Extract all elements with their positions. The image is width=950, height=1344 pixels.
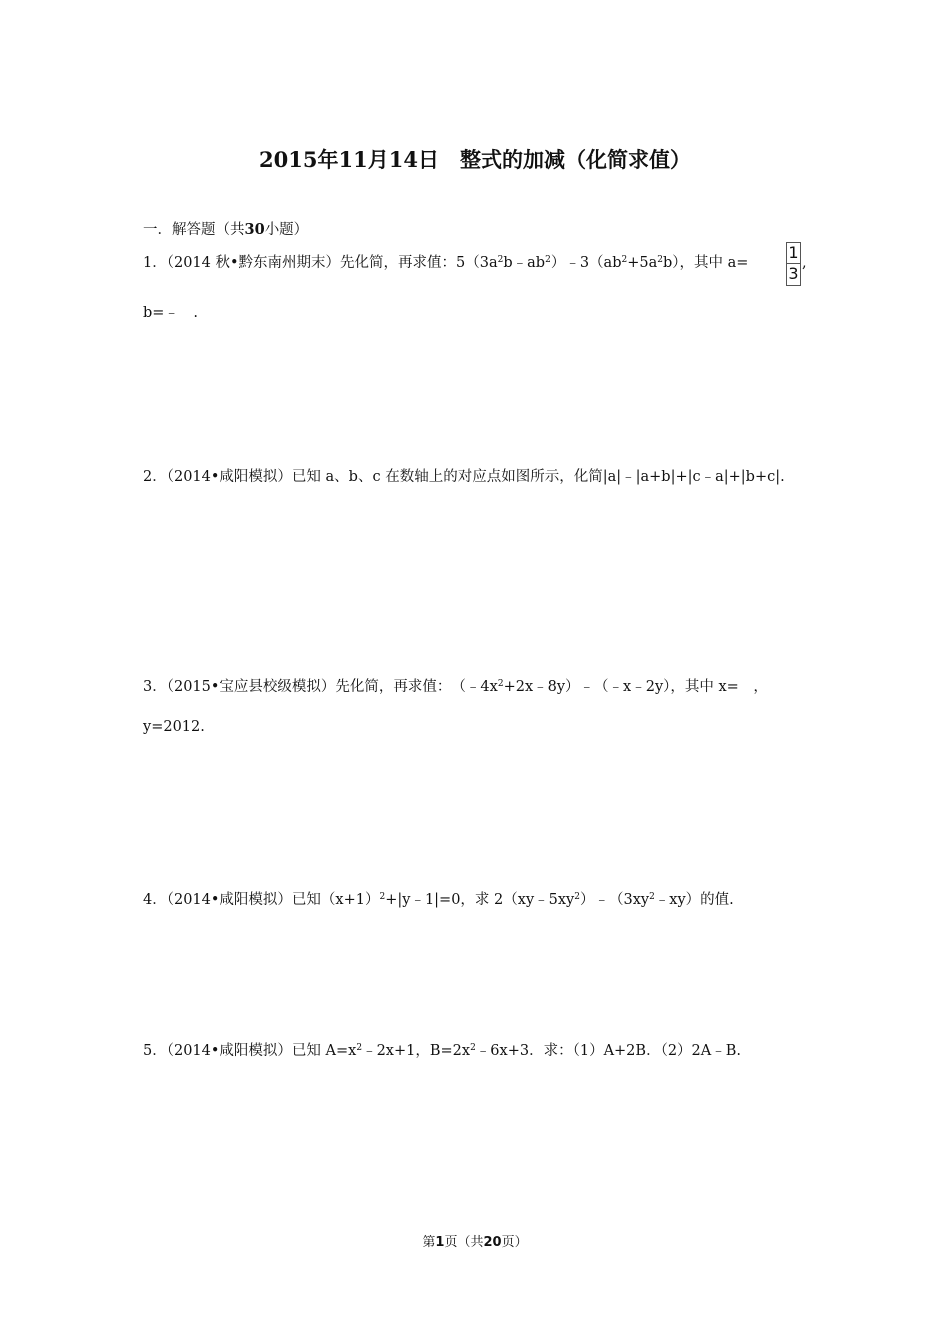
question-3-line-2: y=2012.: [143, 719, 205, 735]
fraction-one-third: $\frac{1}{3}$: [786, 242, 801, 286]
question-1-comma: ,: [802, 255, 807, 271]
question-1-line-1: 1．（2014 秋•黔东南州期末）先化简，再求值：$5(3a^2b﹣ab^2)﹣3(ab^2+5a^2b)$，其中 a=: [143, 255, 749, 271]
question-4-line-1: 4．（2014•咸阳模拟）已知$(x+1)^2+|y﹣1|=0$，求 $2(xy﹣5xy^2)﹣(3xy^2﹣xy)$的值.: [143, 892, 734, 908]
page-title: 2015年11月14日 整式的加减（化简求值）: [259, 147, 691, 172]
section-heading: 一．解答题（共30小题）: [143, 221, 309, 238]
page-footer: 第1页（共20页）: [422, 1235, 528, 1250]
question-3-line-1: 3．（2015•宝应县校级模拟）先化简，再求值： $(﹣4x^2+2x﹣8y)﹣(﹣x﹣2y)$，其中 x= ，: [143, 679, 768, 695]
question-5-line-1: 5．（2014•咸阳模拟）已知 $A=x^2﹣2x+1$，$B=2x^2﹣6x+3$．求：（1）A+2B．（2）2A﹣B.: [143, 1043, 742, 1059]
question-2-line-1: 2．（2014•咸阳模拟）已知 a、b、c 在数轴上的对应点如图所示，化简|a|﹣|a+b|+|c﹣a|+|b+c|.: [143, 469, 785, 485]
question-1-line-2: b=﹣ .: [143, 305, 199, 321]
